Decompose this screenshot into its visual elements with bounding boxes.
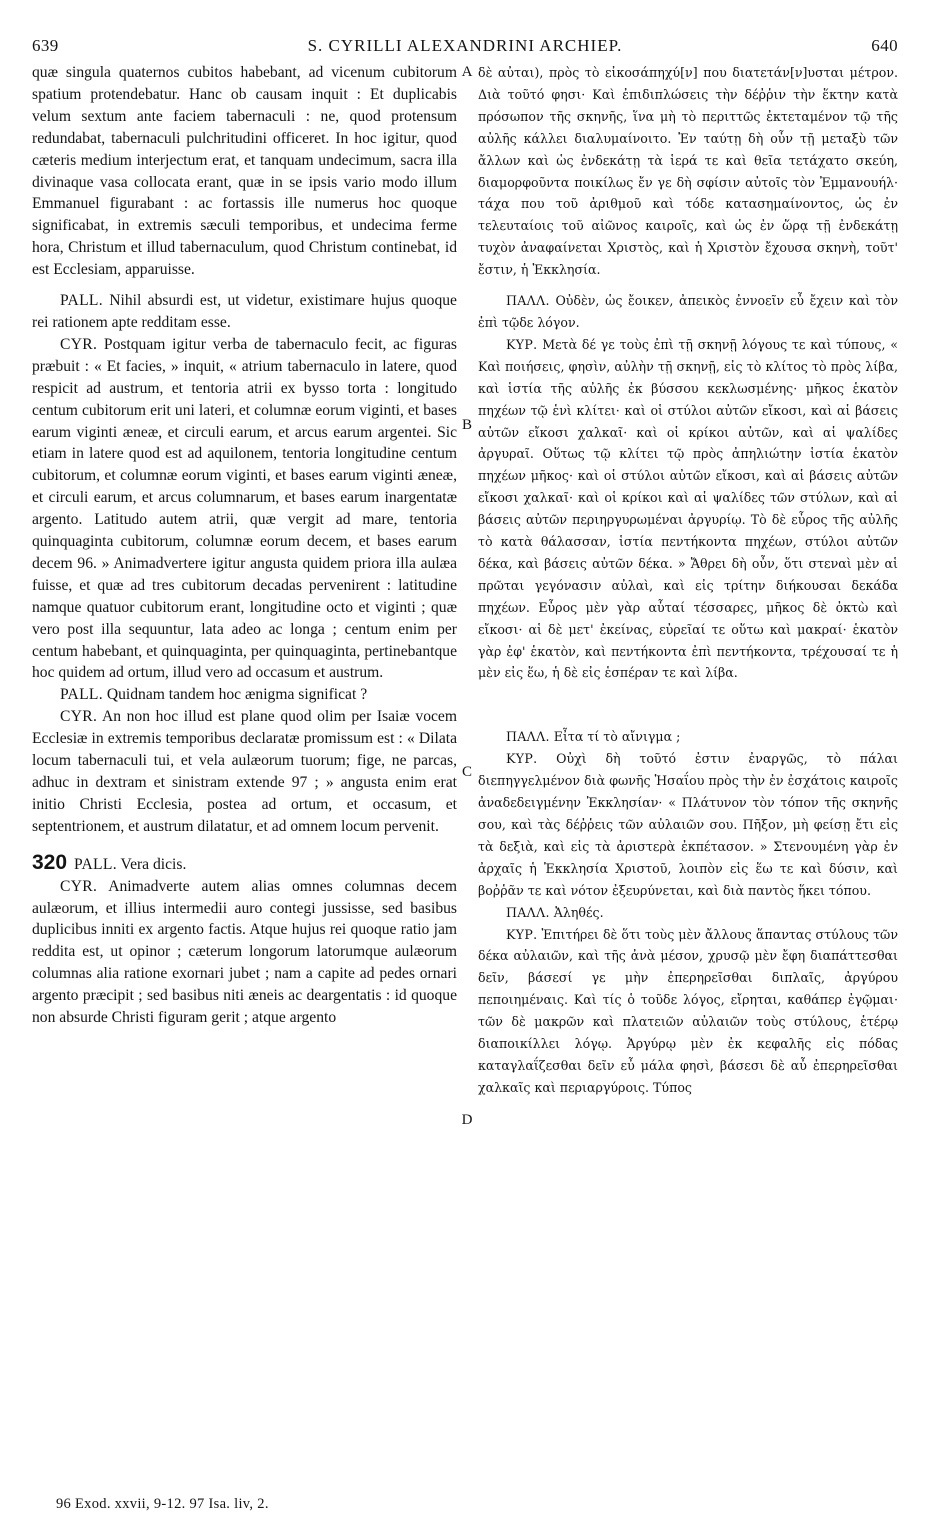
margin-letter-d: D: [461, 1112, 473, 1128]
speaker-label: ΚΥΡ.: [506, 926, 538, 942]
footnotes: 96 Exod. xxvii, 9-12. 97 Isa. liv, 2.: [56, 1496, 269, 1512]
latin-paragraph: [32, 684, 457, 706]
speaker-label: CYR.: [60, 877, 98, 895]
greek-paragraph: [478, 902, 898, 924]
latin-paragraph: [32, 706, 457, 837]
margin-letter-a: A: [461, 64, 473, 80]
speaker-label: CYR.: [60, 335, 98, 353]
greek-paragraph: [478, 334, 898, 685]
section-number: 320: [32, 850, 68, 874]
greek-paragraph: [478, 748, 898, 901]
greek-paragraph: δὲ αὐται), πρὸς τὸ εἰκοσάπηχύ[ν] που διατετάν[ν]υσται μέτρον. Διὰ τοῦτό φησι· Καὶ ἐπιδιπλώσεις τὴν δέῤῥιν τὴν ἕκτην κατὰ πρόσωπον τῆς σκηνῆς, ἵνα μὴ τὸ περιττῶς ἐκτεταμένον τῷ τῆς αὐλῆς κάλλει διαλυμαίνοιτο. Ἐν ταύτῃ δὴ οὖν τῇ μεταξὺ τῶν ἄλλων καὶ ὡς ἐνδεκάτῃ τὰ ἱερά τε καὶ θεῖα τετάχατο σκεύη, διαμορφοῦντα ποικίλως ἔν γε δὴ σφίσιν αὐτοῖς τὸν Ἐμμανουήλ· τάχα που τοῦ ἀριθμοῦ καὶ τόδε κατασημαίνοντος, ὡς ἐν τελευταίοις τοῦ αἰῶνος καιροῖς, καὶ ὡς ἐν ὥρᾳ τῇ ἐνδεκάτῃ τυχὸν ἀναφαίνεται Χριστὸς, καὶ ἡ Χριστὸν ἔχουσα σκηνὴ, τοῦτ' ἔστιν, ἡ Ἐκκλησία.: [478, 65, 898, 278]
latin-paragraph: [32, 290, 457, 334]
margin-letter-c: C: [461, 764, 472, 780]
page-number-left: 639: [32, 36, 59, 55]
speaker-label: ΠΑΛΛ.: [506, 293, 550, 309]
speaker-label: PALL.: [73, 855, 117, 873]
paragraph-text: Quidnam tandem hoc ænigma significat ?: [106, 686, 368, 704]
speaker-label: PALL.: [60, 292, 103, 310]
page-number-right: 640: [871, 36, 898, 55]
speaker-label: ΠΑΛΛ.: [506, 904, 550, 920]
running-title: S. CYRILLI ALEXANDRINI ARCHIEP.: [307, 36, 623, 55]
paragraph-text: Ἀληθές.: [553, 904, 604, 920]
speaker-label: ΚΥΡ.: [506, 336, 538, 352]
greek-paragraph: [478, 290, 898, 334]
greek-column: [478, 62, 898, 1099]
paragraph-text: Vera dicis.: [120, 855, 187, 873]
latin-paragraph: [32, 334, 457, 685]
speaker-label: PALL.: [60, 686, 103, 704]
latin-paragraph: [32, 852, 457, 876]
speaker-label: ΚΥΡ.: [506, 751, 538, 767]
paragraph-text: Μετὰ δέ γε τοὺς ἐπὶ τῇ σκηνῇ λόγους τε καὶ τύπους, « Καὶ ποιήσεις, φησὶν, αὐλὴν τῇ σκηνῇ, εἰς τὸ κλίτος τὸ πρὸς λίβα, καὶ ἱστία τῆς αὐλῆς ἐκ βύσσου κεκλωσμένης· μῆκος ἑκατὸν πηχέων τῷ ἑνὶ κλίτει· καὶ οἱ στύλοι αὐτῶν εἴκοσι, καὶ αἱ βάσεις αὐτῶν εἴκοσι χαλκαῖ· καὶ οἱ κρίκοι αὐτῶν, καὶ αἱ ψαλίδες ἀργυραῖ. Οὕτως τῷ κλίτει τῷ πρὸς ἀπηλιώτην ἱστία ἑκατὸν πηχέων μῆκος· καὶ οἱ στύλοι αὐτῶν εἴκοσι, καὶ αἱ βάσεις αὐτῶν εἴκοσι χαλκαῖ· καὶ οἱ κρίκοι καὶ αἱ ψαλίδες τῶν στύλων, καὶ αἱ βάσεις αὐτῶν περιηργυρωμέναι ἀργυρίῳ. Τὸ δὲ εὖρος τῆς αὐλῆς τὸ κατὰ θάλασσαν, ἱστία πεντήκοντα πηχέων, στύλοι αὐτῶν δέκα, καὶ βάσεις αὐτῶν δέκα. » Ἄθρει δὴ οὖν, ὅτι στεναὶ μὲν αἱ πρῶται γεγόνασιν αὐλαὶ, καὶ εἰς τρίτην διήκουσαι δεκάδα πηχέων. Εὖρος μὲν γὰρ αὗταί τέσσαρες, μῆκος δὲ ὀκτὼ καὶ εἴκοσι· αἱ δὲ μετ' ἐκείνας, εὐρεῖαί τε οὕτω καὶ μακραί· ἑκατὸν γὰρ ἐφ' ἑκατὸν, καὶ πεντήκοντα ἐπὶ πεντήκοντα, τρέχουσαί τε ἡ μὲν εἰς ἕω, ἡ δὲ εἰς ἑσπέραν τε καὶ λίβα.: [478, 336, 898, 681]
latin-paragraph: [32, 876, 457, 1029]
paragraph-text: Οὐδὲν, ὡς ἔοικεν, ἀπεικὸς ἐννοεῖν εὖ ἔχειν καὶ τὸν ἐπὶ τῷδε λόγον.: [478, 293, 898, 330]
paragraph-text: Animadverte autem alias omnes columnas decem aulæorum, et illius intermedii auro contegi jussisse, sed basibus duplicibus inniti ex argento factis. Atque hujus rei quoque ratio jam reddita est, ut opinor ; cæterum longorum latorumque aulæorum columnas alia ratione exornari jubet ; nam a capite ad pedes ornari argento præcipit ; sed basibus niti æneis ac deargentatis : id quoque non absurde Christi figuram gerit ; atque argento: [32, 877, 457, 1027]
paragraph-text: An non hoc illud est plane quod olim per Isaiæ vocem Ecclesiæ in extremis temporibus declaratæ promissum est : « Dilata locum tabernaculi tui, et vela aulæorum tuorum; fige, ne parcas, adhuc in dextram et sinistram extende 97 ; » angusta enim erat initio Christi Ecclesia, postea ad ortum, et occasum, et septentrionem, et austrum dilatatur, et ad omnem locum pervenit.: [32, 708, 457, 835]
latin-paragraph: quæ singula quaternos cubitos habebant, ad vicenum cubitorum spatium protendebatur. Hanc ob causam inquit : Et duplicabis velum sextum ante faciem tabernaculi : ne, quod protensum redundabat, tabernaculi pulchritudini officeret. In hoc igitur, quod cæteris medium interjectum erat, et tanquam undecimum, sacra illa divinaque vasa collocata erant, quæ in se ipsis vario modo illum Emmanuel figurabant : ac fortassis ille numerus hoc quoque significabat, in extremis sæculi temporibus, et undecima ferme hora, Christum et illud tabernaculum, quod Christum continebat, id est Ecclesiam, apparuisse.: [32, 64, 457, 279]
speaker-label: ΠΑΛΛ.: [506, 729, 550, 745]
running-header: [32, 36, 898, 60]
margin-letter-b: B: [461, 417, 472, 433]
paragraph-text: Postquam igitur verba de tabernaculo fecit, ac figuras præbuit : « Et facies, » inquit, « atrium tabernaculo in latere, quod respicit ad austrum, et tentoria atrii ex bysso torta : longitudo centum cubitorum erit uni lateri, et columnæ eorum viginti, et bases earum viginti æneæ, et circuli earum, et arcus earum argentei. Sic etiam in latere quod est ad aquilonem, tentoria longitudine centum cubitorum, et columnæ eorum viginti, et bases earum viginti æneæ, et circuli earum, et arcus columnarum, et bases earum inargentatæ argento. Latitudo autem atrii, quæ vergit ad mare, tentoria quinquaginta cubitorum, columnæ eorum decem, et bases earum decem 96. » Animadvertere igitur angusta quidem priora illa aulæa fuisse, et quæ ad tres cubitorum decadas pervenirent : latitudine namque quatuor cubitorum erant, longitudine octo et viginti ; quæ vero post illa sequuntur, lata adeo ac longa ; centum enim per centum habebant, et quinquaginta, per quinquaginta, pertinebantque hoc quidem ad ortum, illud vero ad occasum et austrum.: [32, 335, 457, 682]
greek-paragraph: [478, 924, 898, 1099]
paragraph-text: Nihil absurdi est, ut videtur, existimare hujus quoque rei rationem apte redditam esse.: [32, 292, 457, 331]
paragraph-text: Ἐπιτήρει δὲ ὅτι τοὺς μὲν ἄλλους ἅπαντας στύλους τῶν δέκα αὐλαιῶν, καὶ τῆς ἀνὰ μέσον, χρυσῷ μὲν ἔφη διαπάττεσθαι δεῖν, βάσεσί γε μὴν ἐπερηρεῖσθαι διπλαῖς, ἀργύρου πεποιημέναις. Καὶ τίς ὁ τοῦδε λόγος, εἴρηται, καθάπερ ἐγῷμαι· τῶν δὲ μακρῶν καὶ πλατειῶν αὐλαιῶν τοὺς στύλους, ἑτέρῳ διαποικίλλει λόγῳ. Ἀργύρῳ μὲν ἐκ κεφαλῆς εἰς πόδας καταγλαΐζεσθαι δεῖν εὖ μάλα φησὶ, βάσεσι δὲ αὖ ἐπερηρεῖσθαι χαλκαῖς καὶ περιαργύροις. Τύπος: [478, 926, 898, 1095]
speaker-label: CYR.: [60, 708, 98, 726]
paragraph-text: Εἶτα τί τὸ αἴνιγμα ;: [553, 729, 681, 745]
greek-paragraph: [478, 726, 898, 748]
latin-column: [32, 62, 457, 1029]
paragraph-text: Οὐχὶ δὴ τοῦτό ἐστιν ἐναργῶς, τὸ πάλαι διεπηγγελμένον διὰ φωνῆς Ἡσαΐου πρὸς τὴν ἐν ἐσχάτοις καιροῖς ἀναδεδειγμένην Ἐκκλησίαν· « Πλάτυνον τὸν τόπον τῆς σκηνῆς σου, καὶ τὰς δέῤῥεις τῶν αὐλαιῶν σου. Πῆξον, μὴ φείσῃ ἔτι εἰς τὰ δεξιὰ, καὶ εἰς τὰ ἀριστερὰ ἐκπέτασον. » Στενουμένη γὰρ ἐν ἀρχαῖς ἡ Ἐκκλησία Χριστοῦ, λοιπὸν εἰς ἕω τε καὶ δύσιν, καὶ βοῤῥᾶν τε καὶ νότον ἐξευρύνεται, καὶ διὰ παντὸς ἥκει τόπου.: [478, 751, 898, 898]
